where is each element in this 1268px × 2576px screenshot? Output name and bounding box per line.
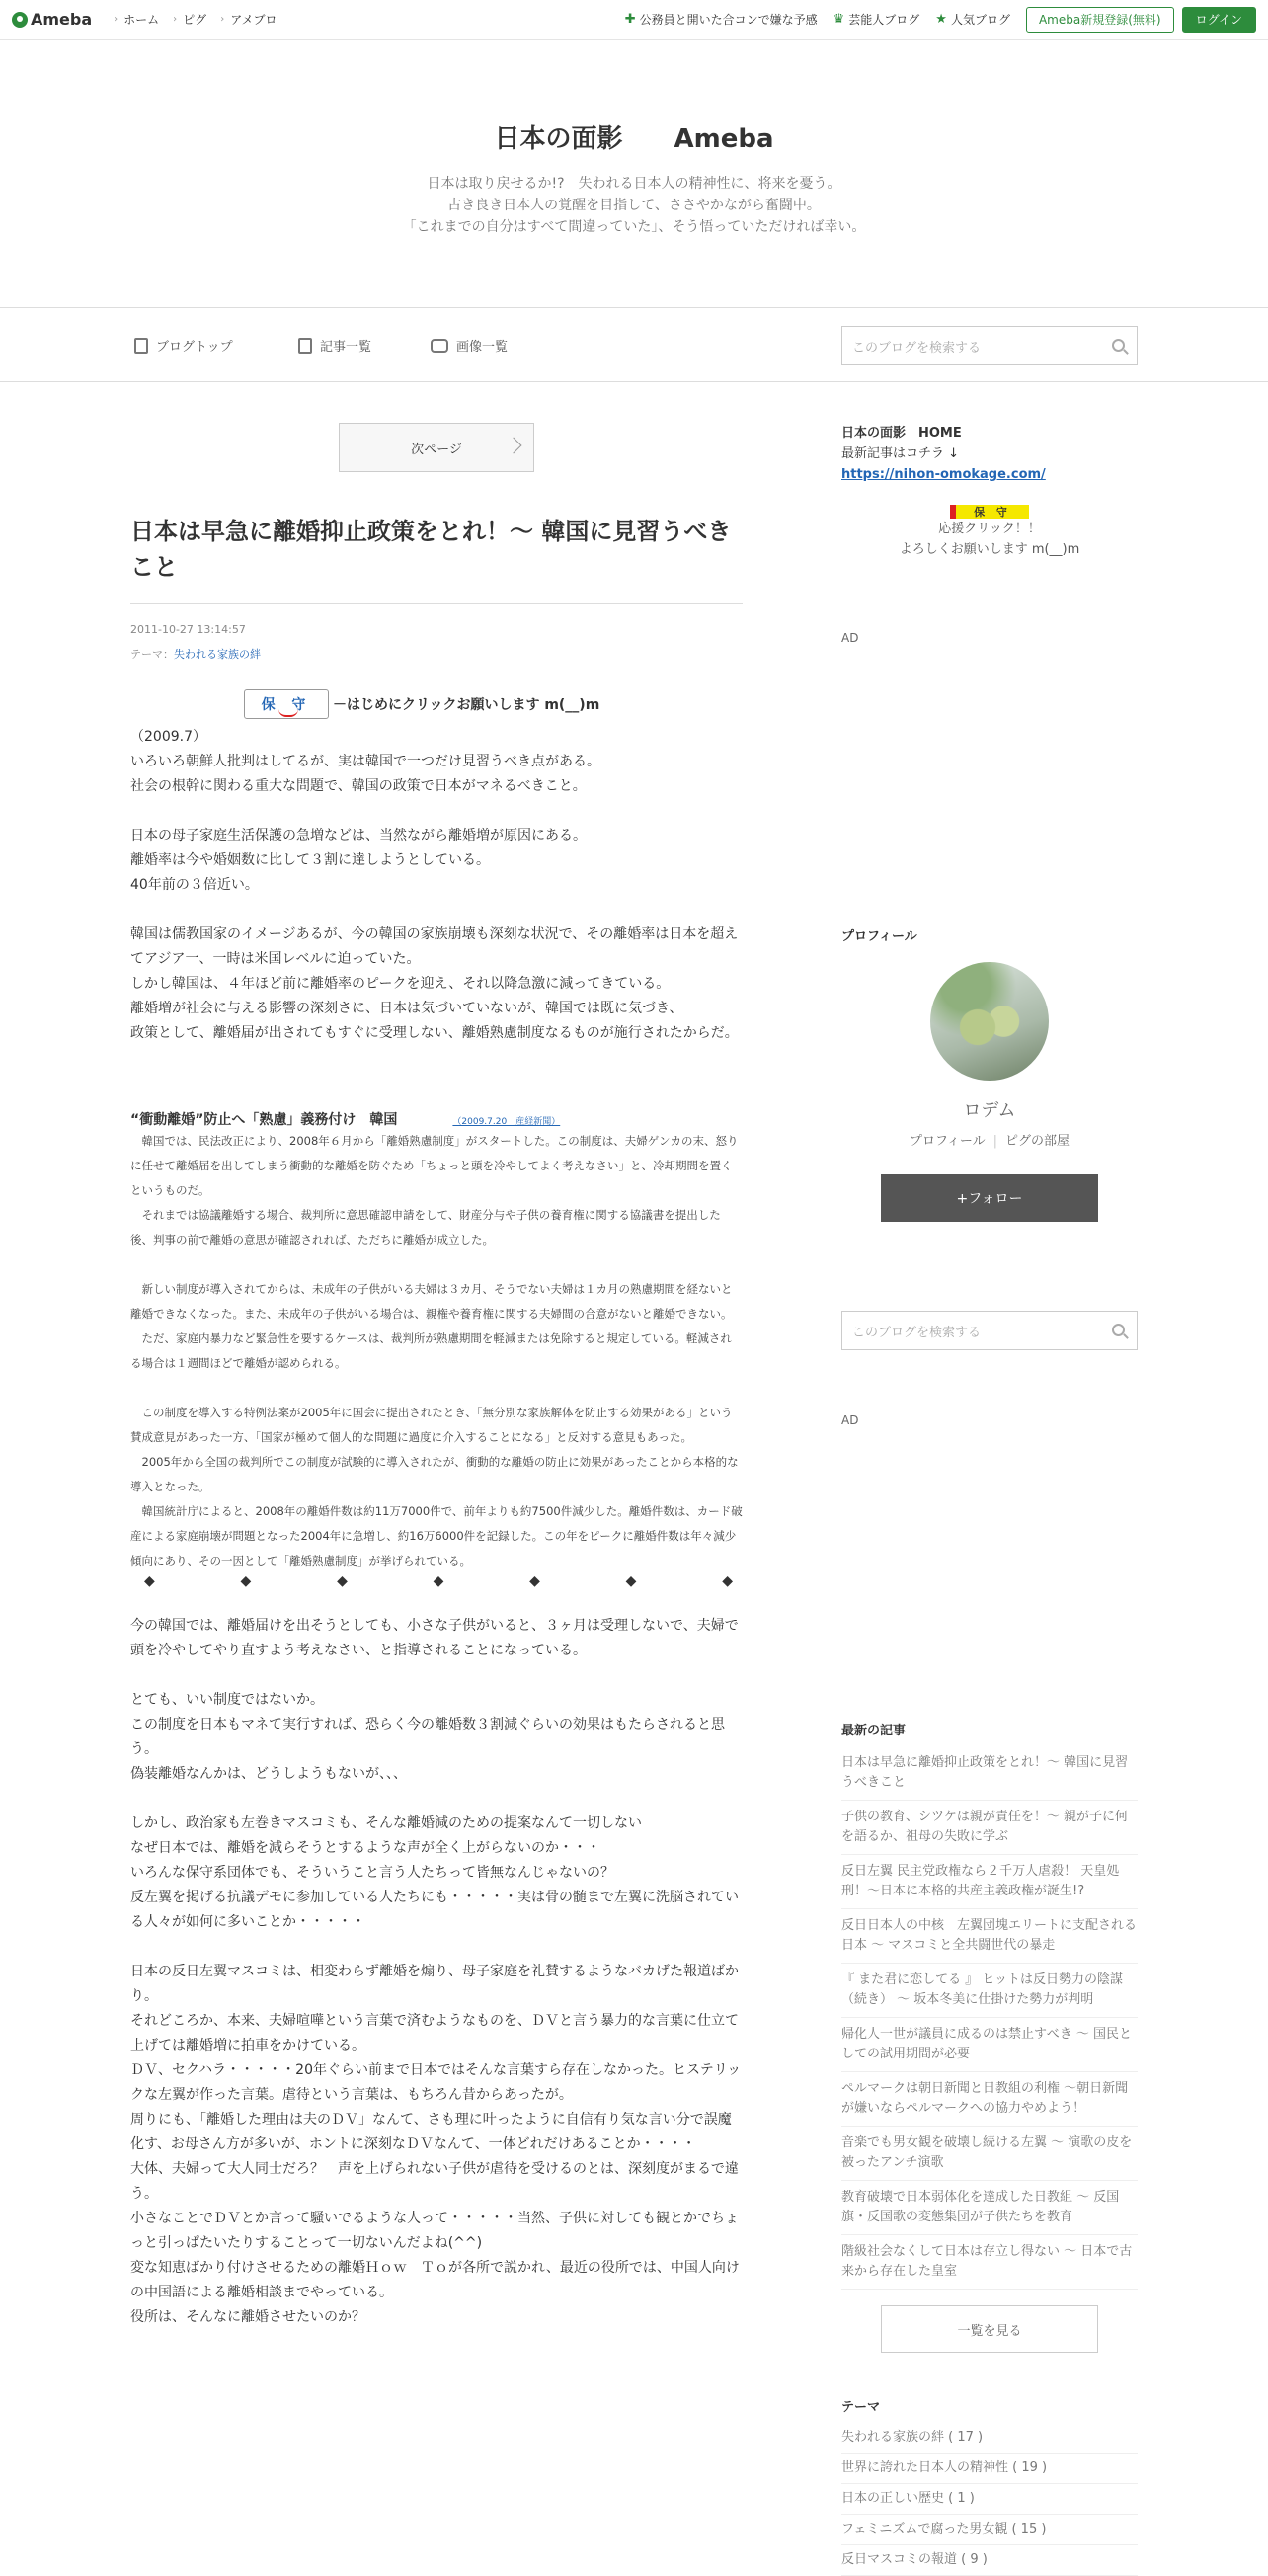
promo-label: 公務員と開いた合コンで嫌な予感: [639, 13, 818, 27]
body-line: 離婚率は今や婚姻数に比して３割に達しようとしている。: [130, 852, 490, 868]
paragraph: [130, 1688, 743, 1787]
cheer-line: よろしくお願いします m(__)m: [899, 542, 1080, 557]
quote-spacer: [130, 1252, 743, 1277]
theme-heading: テーマ: [841, 2400, 881, 2415]
promo-label: 芸能人ブログ: [848, 13, 920, 27]
home-url-link[interactable]: https://nihon-omokage.com/: [841, 467, 1046, 482]
theme-item[interactable]: 日本の正しい歴史 ( 1 ): [841, 2484, 1138, 2515]
diamond-icon: ◆: [625, 1573, 637, 1589]
profile-name[interactable]: ロデム: [963, 1100, 1016, 1121]
news-quote: [130, 1129, 743, 1573]
body-line: とても、いい制度ではないか。: [130, 1692, 324, 1708]
search-placeholder: このブログを検索する: [852, 1325, 982, 1340]
ameba-logo[interactable]: [12, 10, 92, 29]
sparkle-icon: ✚: [624, 12, 636, 27]
paragraph: [130, 1614, 743, 1663]
promo-link-1[interactable]: [625, 11, 818, 28]
quote-paragraph: 2005年から全国の裁判所でこの制度が試験的に導入されたが、衝動的な離婚の防止に効果があったことから本格的な導入となった。: [130, 1455, 739, 1493]
copy-icon: [298, 338, 312, 354]
theme-item[interactable]: 失われる家族の絆 ( 17 ): [841, 2423, 1138, 2454]
ranking-banner-line: [130, 689, 743, 719]
ad-label: AD: [841, 1413, 859, 1427]
body-line: 小さなことでＤＶとか言って騒いでるような人って・・・・・当然、子供に対しても観とかでちょっと引っぱたいたりすることって一切ないんだよね(^^): [130, 2211, 739, 2251]
separator: |: [992, 1134, 998, 1149]
entry-body: [130, 725, 743, 1046]
recent-entry[interactable]: ペルマークは朝日新聞と日教組の利権 ～朝日新聞が嫌いならペルマークへの協力やめよう！: [841, 2072, 1138, 2127]
search-icon[interactable]: [1112, 1324, 1125, 1336]
chevron-right-icon: [506, 438, 522, 454]
body-line: いろいろ朝鮮人批判はしてるが、実は韓国で一つだけ見習うべき点がある。: [130, 754, 600, 769]
quote-paragraph: 韓国では、民法改正により、2008年６月から「離婚熟慮制度」がスタートした。この制度は、夫婦ゲンカの末、怒りに任せて離婚届を出してしまう衝動的な離婚を防ぐため「ちょっと頭を冷やしてよく考えなさい」と、冷却期間を置くというものだ。: [130, 1134, 739, 1197]
entry-date: 2011-10-27 13:14:57: [130, 623, 246, 636]
blog-title[interactable]: 日本の面影 Ameba: [494, 124, 774, 154]
diamond-divider: [130, 1573, 743, 1589]
pigg-room-link[interactable]: ピグの部屋: [1005, 1134, 1070, 1149]
body-line: 韓国は儒教国家のイメージあるが、今の韓国の家族崩壊も深刻な状況で、その離婚率は日本を超えてアジア一、一時は米国レベルに迫っていた。: [130, 926, 739, 967]
blog-search-input[interactable]: [841, 326, 1138, 365]
body-line: 社会の根幹に関わる重大な問題で、韓国の政策で日本がマネるべきこと。: [130, 778, 587, 794]
nav-pigg-label: ピグ: [183, 13, 207, 27]
top-nav: [0, 0, 1268, 40]
body-line: この制度を日本もマネて実行すれば、恐らく今の離婚数３割減ぐらいの効果はもたらされると思う。: [130, 1717, 725, 1757]
register-button[interactable]: Ameba新規登録(無料): [1026, 7, 1174, 33]
diamond-icon: ◆: [722, 1573, 733, 1589]
quote-source-link[interactable]: （2009.7.20 産経新聞）: [452, 1117, 561, 1127]
quote-paragraph: それまでは協議離婚する場合、裁判所に意思確認申請をして、財産分与や子供の養育権に関する協議書を提出した後、判事の前で離婚の意思が確認されれば、ただちに離婚が成立した。: [130, 1208, 721, 1247]
body-line: なぜ日本では、離婚を減らそうとするような声が全く上がらないのか・・・: [130, 1840, 600, 1856]
entry-title[interactable]: 日本は早急に離婚抑止政策をとれ！～ 韓国に見習うべきこと: [130, 518, 732, 581]
chevron-right-icon: ›: [173, 14, 178, 25]
ranking-badge[interactable]: 保 守: [244, 689, 329, 719]
paragraph: [130, 923, 743, 1046]
body-line: 政策として、離婚届が出されてもすぐに受理しない、離婚熟慮制度なるものが施行されたからだ。: [130, 1025, 739, 1041]
recent-entry[interactable]: 『 また君に恋してる 』 ヒットは反日勢力の陰謀（続き） ～ 坂本冬美に仕掛けた勢力が判明: [841, 1964, 1138, 2018]
follow-button[interactable]: +フォロー: [881, 1174, 1098, 1222]
desc-line: 古き良き日本人の覚醒を目指して、ささやかながら奮闘中。: [447, 198, 821, 213]
body-line: 反左翼を掲げる抗議デモに参加している人たちにも・・・・・実は骨の髄まで左翼に洗脳されている人々が如何に多いことか・・・・・: [130, 1890, 739, 1930]
paragraph: [130, 1811, 743, 1935]
quote-paragraph: 新しい制度が導入されてからは、未成年の子供がいる夫婦は３カ月、そうでない夫婦は１カ月の熟慮期間を経ないと離婚できなくなった。また、未成年の子供がいる場合は、親権や養育権に関する夫婦間の合意がないと離婚できない。: [130, 1282, 733, 1321]
blog-nav: [0, 308, 1268, 382]
next-page-label: 次ページ: [411, 442, 462, 457]
recent-entry[interactable]: 日本は早急に離婚抑止政策をとれ！～ 韓国に見習うべきこと: [841, 1746, 1138, 1801]
image-list-label: 画像一覧: [456, 340, 509, 355]
recent-heading: 最新の記事: [841, 1724, 907, 1738]
theme-item[interactable]: フェミニズムで腐った男女観 ( 15 ): [841, 2515, 1138, 2545]
body-line: ＤＶ、セクハラ・・・・・20年ぐらい前まで日本ではそんな言葉すら存在しなかった。ヒステリックな左翼が作った言葉。虐待という言葉は、もちろん昔からあったが。: [130, 2062, 742, 2103]
cheer-line: 応援クリック！！: [938, 522, 1041, 536]
entry-theme: [130, 646, 743, 662]
latest-note: 最新記事はコチラ ↓: [841, 446, 960, 461]
profile-link[interactable]: プロフィール: [909, 1134, 986, 1149]
body-line: 今の韓国では、離婚届けを出そうとしても、小さな子供がいると、３ヶ月は受理しないで、夫婦で頭を冷やしてやり直すよう考えなさい、と指導されることになっている。: [130, 1618, 739, 1658]
body-line: いろんな保守系団体でも、そういうこと言う人たちって皆無なんじゃないの？: [130, 1865, 614, 1881]
quote-paragraph: この制度を導入する特例法案が2005年に国会に提出されたとき、「無分別な家族解体を防止する効果がある」という賛成意見があった一方、「国家が極めて個人的な問題に過度に介入することになる」と反対する意見もあった。: [130, 1406, 733, 1444]
chevron-right-icon: ›: [220, 14, 225, 25]
sidebar-search-input[interactable]: [841, 1311, 1138, 1350]
recent-entry[interactable]: 帰化人一世が議員に成るのは禁止すべき ～ 国民としての試用期間が必要: [841, 2018, 1138, 2072]
body-line: 偽装離婚なんかは、どうしようもないが、、、: [130, 1766, 407, 1782]
avatar[interactable]: [930, 962, 1049, 1081]
chevron-right-icon: ›: [114, 14, 119, 25]
theme-item[interactable]: 反日マスコミの報道 ( 9 ): [841, 2545, 1138, 2576]
diamond-icon: ◆: [433, 1573, 444, 1589]
nav-ameblo-link[interactable]: [220, 11, 277, 28]
quote-paragraph: ただ、家庭内暴力など緊急性を要するケースは、裁判所が熟慮期間を軽減または免除すると規定している。軽減される場合は１週間ほどで離婚が認められる。: [130, 1331, 732, 1370]
ad-label: AD: [841, 631, 859, 645]
search-icon[interactable]: [1112, 339, 1125, 352]
body-line: 変な知恵ばかり付けさせるための離婚Ｈｏｗ Ｔｏが各所で説かれ、最近の役所では、中国人向けの中国語による離婚相談までやっている。: [130, 2260, 740, 2300]
star-icon: ★: [935, 12, 947, 27]
desc-line: 日本は取り戻せるか!? 失われる日本人の精神性に、将来を憂う。: [427, 176, 841, 192]
entry-body-cont: [130, 1614, 743, 2330]
diamond-icon: ◆: [337, 1573, 348, 1589]
recent-entry[interactable]: 音楽でも男女観を破壊し続ける左翼 ～ 演歌の皮を被ったアンチ演歌: [841, 2127, 1138, 2181]
paragraph: [130, 824, 743, 898]
body-line: しかし、政治家も左巻きマスコミも、そんな離婚減のための提案なんて一切しない: [130, 1815, 642, 1831]
desc-line: 「これまでの自分はすべて間違っていた」、そう悟っていただければ幸い。: [402, 219, 866, 235]
body-line: 40年前の３倍近い。: [130, 877, 259, 893]
ameba-logo-icon: [12, 12, 28, 28]
body-line: 日本の反日左翼マスコミは、相変わらず離婚を煽り、母子家庭を礼賛するようなバカげた報道ばかり。: [130, 1964, 739, 2004]
cheer-text: [841, 519, 1138, 560]
promo-link-2[interactable]: [833, 11, 920, 28]
quote-title: “衝動離婚”防止へ「熟慮」義務付け 韓国: [130, 1112, 398, 1128]
theme-link[interactable]: 失われる家族の絆: [174, 648, 261, 661]
search-placeholder: このブログを検索する: [852, 340, 982, 356]
crown-icon: ♛: [832, 12, 845, 27]
diamond-icon: ◆: [529, 1573, 540, 1589]
main-column: [130, 423, 743, 2330]
home-label: 日本の面影 HOME: [841, 426, 962, 441]
click-request-text: －はじめにクリックお願いします m(__)m: [333, 697, 600, 713]
recent-entry[interactable]: 教育破壊で日本弱体化を達成した日教組 ～ 反国旗・反国歌の変態集団が子供たちを教育: [841, 2181, 1138, 2235]
ranking-banner[interactable]: 保 守: [950, 505, 1029, 519]
body-line: それどころか、本来、夫婦喧嘩という言葉で済むようなものを、ＤＶと言う暴力的な言葉に仕立て上げては離婚増に拍車をかけている。: [130, 2013, 739, 2053]
diamond-icon: ◆: [240, 1573, 252, 1589]
home-block: [841, 423, 1138, 485]
blog-description: [0, 173, 1268, 238]
recent-entry[interactable]: 子供の教育、シツケは親が責任を！～ 親が子に何を語るか、祖母の失敗に学ぶ: [841, 1801, 1138, 1855]
camera-icon: [431, 339, 448, 353]
recent-entries-list: [841, 1746, 1138, 2290]
paragraph: [130, 1960, 743, 2330]
nav-home-label: ホーム: [123, 13, 160, 27]
theme-item[interactable]: 世界に誇れた日本人の精神性 ( 19 ): [841, 2454, 1138, 2484]
quote-paragraph: 韓国統計庁によると、2008年の離婚件数は約11万7000件で、前年よりも約7500件減少した。離婚件数は、カード破産による家庭崩壊が問題となった2004年に急増し、約16万6000件を記録した。この年をピークに離婚件数は年々減少傾向にあり、その一因として「離婚熟慮制度」が挙げられている。: [130, 1504, 743, 1568]
login-button[interactable]: ログイン: [1182, 7, 1256, 33]
logo-text: Ameba: [31, 10, 93, 29]
nav-home-link[interactable]: [114, 11, 159, 28]
blog-top-label: ブログトップ: [156, 340, 233, 355]
body-line: 日本の母子家庭生活保護の急増などは、当然ながら離婚増が原因にある。: [130, 828, 587, 844]
quote-heading: [130, 1109, 743, 1129]
profile-heading: プロフィール: [841, 929, 917, 944]
nav-pigg-link[interactable]: [173, 11, 206, 28]
next-page-button[interactable]: [339, 423, 534, 472]
body-line: 周りにも、「離婚した理由は夫のＤＶ」なんて、さも理に叶ったように自信有り気な言い分で誤魔化す、お母さん方が多いが、ホントに深刻なＤＶなんて、一体どれだけあることか・・・・: [130, 2112, 732, 2152]
theme-list: [841, 2423, 1138, 2576]
body-line: しかし韓国は、４年ほど前に離婚率のピークを迎え、それ以降急激に減ってきている。: [130, 976, 671, 992]
body-line: 役所は、そんなに離婚させたいのか？: [130, 2309, 365, 2325]
sidebar: [841, 423, 1138, 2576]
profile-links: [841, 1130, 1138, 1149]
blog-header: [0, 40, 1268, 308]
body-line: 離婚増が社会に与える影響の深刻さに、日本は気づいていないが、韓国では既に気づき、: [130, 1001, 683, 1016]
body-line: 大体、夫婦って大人同士だろ？ 声を上げられない子供が虐待を受けるのとは、深刻度がまるで違う。: [130, 2161, 739, 2202]
blog-top-link[interactable]: [134, 336, 233, 355]
promo-label: 人気ブログ: [950, 13, 1010, 27]
image-list-link[interactable]: [431, 336, 508, 355]
entry-list-label: 記事一覧: [320, 340, 372, 355]
body-line: （2009.7）: [130, 729, 206, 745]
quote-spacer: [130, 1376, 743, 1401]
theme-label: テーマ：: [130, 648, 174, 661]
divider: [130, 603, 743, 604]
diamond-icon: ◆: [144, 1573, 155, 1589]
recent-entry[interactable]: 反日左翼 民主党政権なら２千万人虐殺！ 天皇処刑！～日本に本格的共産主義政権が誕生!?: [841, 1855, 1138, 1909]
promo-link-3[interactable]: [935, 11, 1010, 28]
entry-list-link[interactable]: [298, 336, 371, 355]
recent-entry[interactable]: 階級社会なくして日本は存立し得ない ～ 日本で古来から存在した皇室: [841, 2235, 1138, 2290]
document-icon: [134, 338, 148, 354]
nav-ameblo-label: アメブロ: [230, 13, 277, 27]
recent-entry[interactable]: 反日日本人の中核 左翼団塊エリートに支配される日本 ～ マスコミと全共闘世代の暴走: [841, 1909, 1138, 1964]
see-all-button[interactable]: 一覧を見る: [881, 2305, 1098, 2353]
